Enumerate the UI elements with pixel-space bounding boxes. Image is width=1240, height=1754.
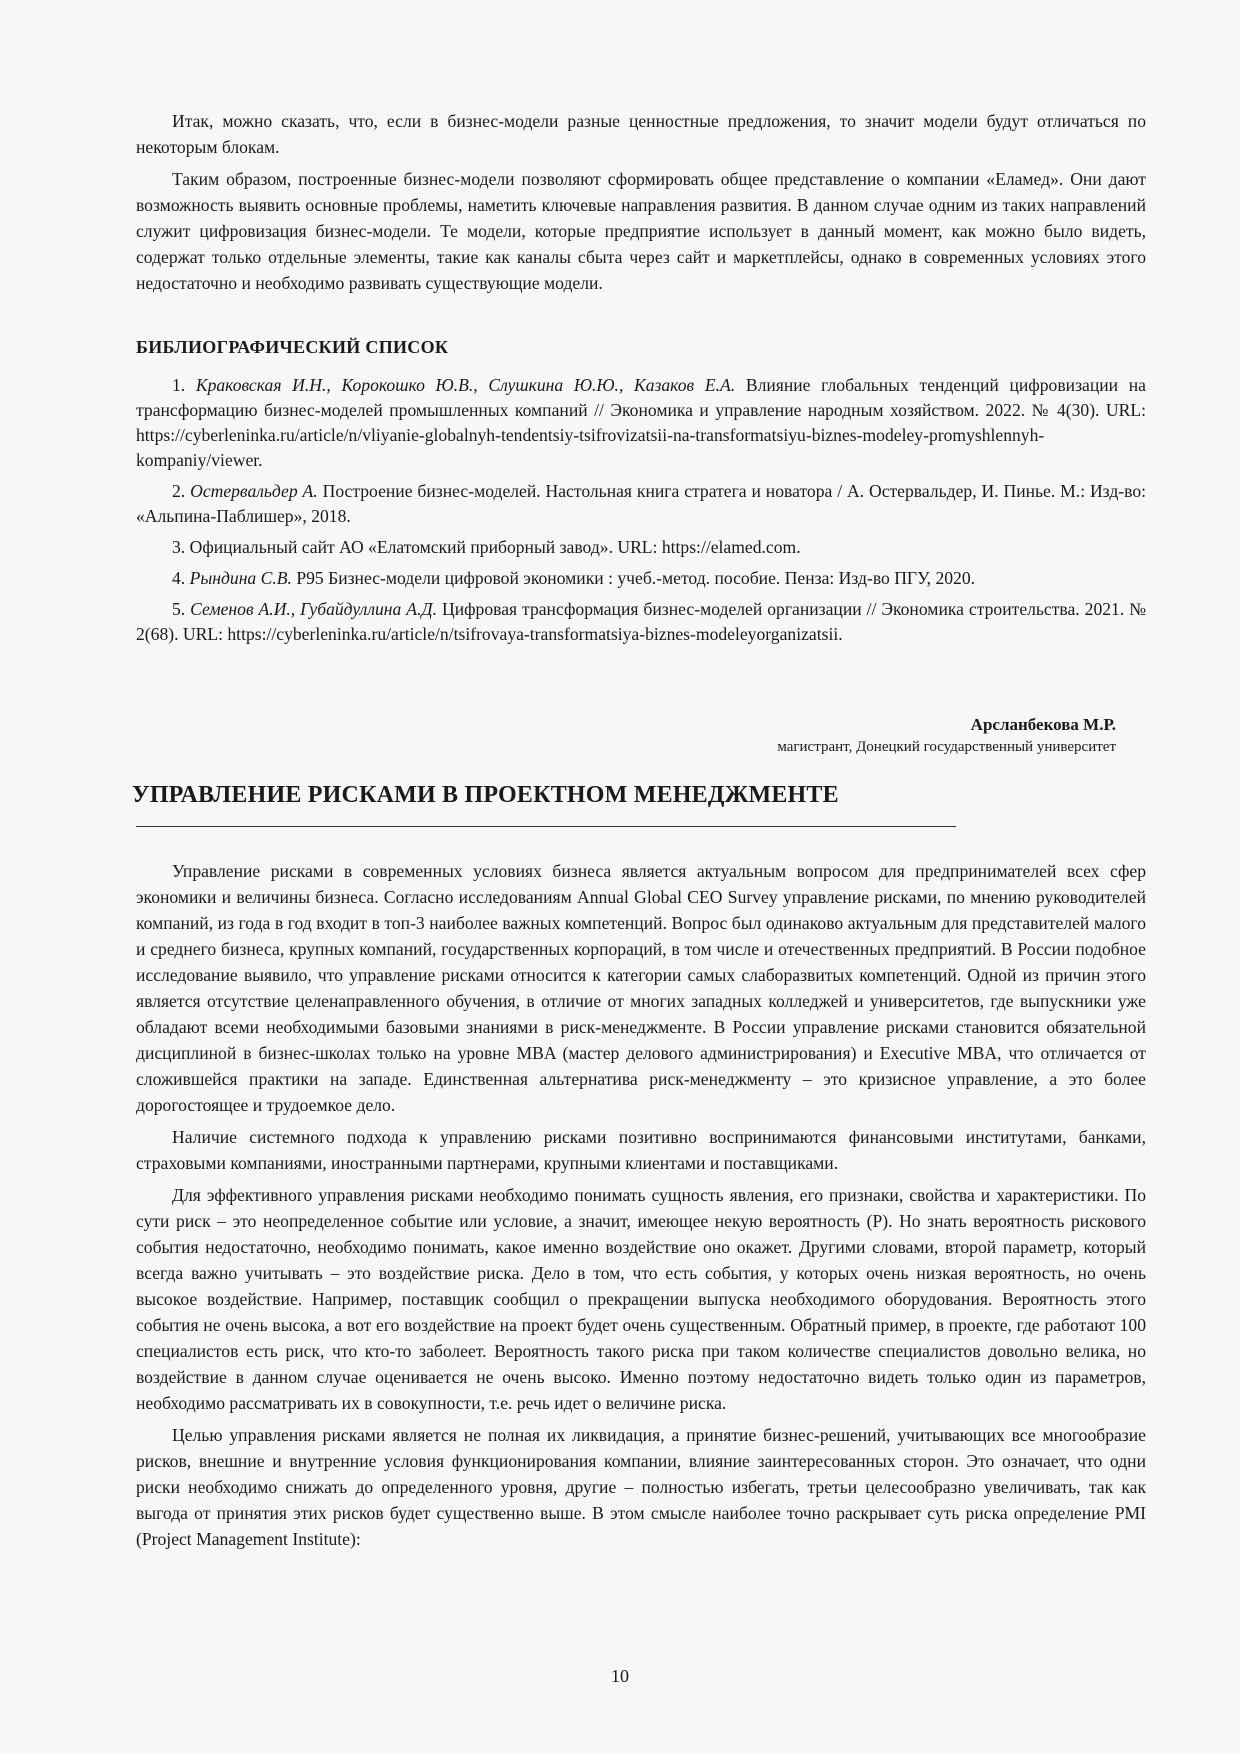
bibliography-item	[136, 566, 1146, 591]
item-number: 5.	[172, 599, 186, 619]
bibliography-heading: БИБЛИОГРАФИЧЕСКИЙ СПИСОК	[136, 337, 449, 357]
item-text: Официальный сайт АО «Елатомский приборный завод». URL: https://elamed.com.	[189, 537, 801, 557]
intro-paragraph: Итак, можно сказать, что, если в бизнес-модели разные ценностные предложения, то значит модели будут отличаться по некоторым блокам.	[136, 111, 1146, 157]
article-body	[136, 858, 1146, 1552]
bibliography-list	[136, 373, 1146, 647]
item-number: 3.	[172, 537, 186, 557]
item-authors: Краковская И.Н., Корокошко Ю.В., Слушкина Ю.Ю., Казаков Е.А.	[195, 375, 736, 395]
item-number: 4.	[172, 568, 186, 588]
intro-section	[136, 108, 1146, 296]
item-number: 2.	[172, 481, 186, 501]
title-underline	[136, 826, 956, 827]
bibliography-item	[136, 373, 1146, 473]
page-number: 10	[611, 1666, 629, 1686]
article-author: Арсланбекова М.Р.	[970, 715, 1116, 734]
bibliography-item	[136, 479, 1146, 529]
article-paragraph: Целью управления рисками является не полная их ликвидация, а принятие бизнес-решений, учитывающих все многообразие рисков, внешние и внутренние условия функционирования компании, влияние заинтересованных сторон. Это означает, что одни риски необходимо снижать до определенного уровня, другие – полностью избегать, третьи целесообразно увеличивать, так как выгода от принятия этих рисков будет существенно выше. В этом смысле наиболее точно раскрывает суть риска определение PMI (Project Management Institute):	[136, 1425, 1146, 1549]
item-number: 1.	[172, 375, 186, 395]
bibliography-item	[136, 535, 1146, 560]
bibliography-item	[136, 597, 1146, 647]
article-paragraph: Наличие системного подхода к управлению рисками позитивно воспринимаются финансовыми институтами, банками, страховыми компаниями, иностранными партнерами, крупными клиентами и поставщиками.	[136, 1127, 1146, 1173]
article-title: УПРАВЛЕНИЕ РИСКАМИ В ПРОЕКТНОМ МЕНЕДЖМЕНТЕ	[132, 782, 839, 808]
author-affiliation: магистрант, Донецкий государственный университет	[777, 739, 1116, 755]
item-text: Р95 Бизнес-модели цифровой экономики : учеб.-метод. пособие. Пенза: Изд-во ПГУ, 2020.	[296, 568, 976, 588]
item-authors: Рындина С.В.	[189, 568, 292, 588]
item-text: Цифровая трансформация бизнес-моделей организации // Экономика строительства. 2021. № 2(68). URL: https://cyberleninka.ru/article/n/tsifrovaya-transformatsiya-biznes-modeleyorganizatsii.	[136, 599, 1146, 644]
item-authors: Остервальдер А.	[190, 481, 318, 501]
article-paragraph: Управление рисками в современных условиях бизнеса является актуальным вопросом для предпринимателей всех сфер экономики и величины бизнеса. Согласно исследованиям Annual Global CEO Survey управление рисками, по мнению руководителей компаний, из года в год входит в топ-3 наиболее важных компетенций. Вопрос был одинаково актуальным для представителей малого и среднего бизнеса, крупных компаний, государственных корпораций, в том числе и отечественных предприятий. В России подобное исследование выявило, что управление рисками относится к категории самых слаборазвитых компетенций. Одной из причин этого является отсутствие целенаправленного обучения, в отличие от многих западных колледжей и университетов, где выпускники уже обладают всеми необходимыми базовыми знаниями в риск-менеджменте. В России управление рисками становится обязательной дисциплиной в бизнес-школах только на уровне MBA (мастер делового администрирования) и Executive MBA, что отличается от сложившейся практики на западе. Единственная альтернатива риск-менеджменту – это кризисное управление, а это более дорогостоящее и трудоемкое дело.	[136, 861, 1146, 1115]
item-text: Влияние глобальных тенденций цифровизации на трансформацию бизнес-моделей промышленных компаний // Экономика и управление народным хозяйством. 2022. № 4(30). URL: https://cyberleninka.ru/article/n/vliyanie-globalnyh-tendentsiy-tsifrovizatsii-na-transformatsiyu-biznes-modeley-promyshlennyh-kompaniy/viewer.	[136, 375, 1146, 470]
item-text: Построение бизнес-моделей. Настольная книга стратега и новатора / А. Остервальдер, И. Пинье. М.: Изд-во: «Альпина-Паблишер», 2018.	[136, 481, 1146, 526]
intro-paragraph: Таким образом, построенные бизнес-модели позволяют сформировать общее представление о компании «Еламед». Они дают возможность выявить основные проблемы, наметить ключевые направления развития. В данном случае одним из таких направлений служит цифровизация бизнес-модели. Те модели, которые предприятие использует в данный момент, как можно было видеть, содержат только отдельные элементы, такие как каналы сбыта через сайт и маркетплейсы, однако в современных условиях этого недостаточно и необходимо развивать существующие модели.	[136, 169, 1146, 293]
article-paragraph: Для эффективного управления рисками необходимо понимать сущность явления, его признаки, свойства и характеристики. По сути риск – это неопределенное событие или условие, а значит, имеющее некую вероятность (P). Но знать вероятность рискового события недостаточно, необходимо понимать, какое именно воздействие оно окажет. Другими словами, второй параметр, который всегда важно учитывать – это воздействие риска. Дело в том, что есть события, у которых очень низкая вероятность, но очень высокое воздействие. Например, поставщик сообщил о прекращении выпуска необходимого оборудования. Вероятность этого события не очень высока, а вот его воздействие на проект будет очень существенным. Обратный пример, в проекте, где работают 100 специалистов есть риск, что кто-то заболеет. Вероятность такого риска при таком количестве специалистов довольно велика, но воздействие в данном случае оценивается не очень высоко. Именно поэтому недостаточно видеть только один из параметров, необходимо рассматривать их в совокупности, т.е. речь идет о величине риска.	[136, 1185, 1146, 1413]
item-authors: Семенов А.И., Губайдуллина А.Д.	[190, 599, 438, 619]
